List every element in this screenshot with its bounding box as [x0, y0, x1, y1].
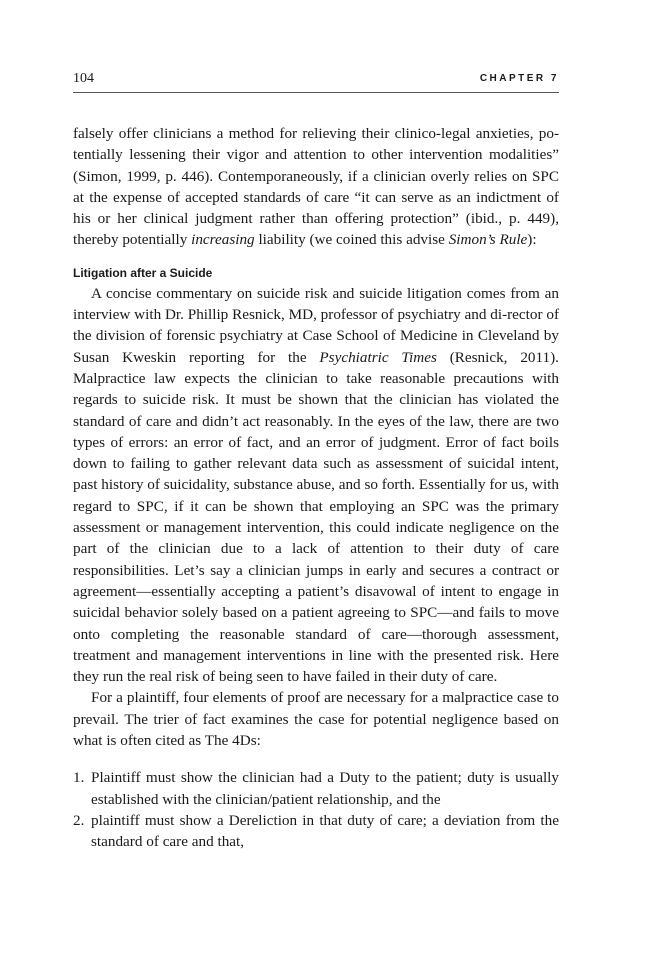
list-item [73, 767, 559, 810]
paragraph-3: For a plaintiff, four elements of proof are necessary for a malpractice case to prevail. The trier of fact examines the case for potential negligence based on what is often cited as The 4Ds: [73, 689, 559, 750]
section-heading: Litigation after a Suicide [73, 265, 213, 280]
list-text: Plaintiff must show the clinician had a Duty to the patient; duty is usually established with the clinician/patient relationship, and the [91, 769, 559, 808]
list-number: 1. [73, 769, 85, 787]
running-head: CHAPTER 7 [479, 73, 559, 84]
body-text [73, 123, 559, 853]
paragraph-1: falsely offer clinicians a method for relieving their clinico-legal anxieties, po-tentially lessening their vigor and attention to other intervention modalities” (Simon, 1999, p. 446). Contemporaneously, if a clinician overly relies on SPC at the expense of accepted standards of care “it can serve as an indictment of his or her clinical judgment rather than offering protection” (ibid., p. 449), thereby potentially increasing liability (we coined this advise Simon’s Rule): [73, 125, 559, 249]
list-number: 2. [73, 811, 85, 829]
emphasis-increasing: increasing [191, 231, 255, 249]
emphasis-simons-rule: Simon’s Rule [448, 231, 528, 249]
paragraph-2: A concise commentary on suicide risk and suicide litigation comes from an interview with Dr. Phillip Resnick, MD, professor of psychiatry and di-rector of the division of forensic psychiatry at Case School of Medicine in Cleveland by Susan Kweskin reporting for the Psychiatric Times (Resnick, 2011). Malpractice law expects the clinician to take reasonable precautions with regards to suicide risk. It must be shown that the clinician has violated the standard of care and didn’t act reasonably. In the eyes of the law, there are two types of errors: an error of fact, and an error of judgment. Error of fact boils down to failing to gather relevant data such as assessment of suicidal intent, past history of suicidality, substance abuse, and so forth. Essentially for us, with regard to SPC, if it can be shown that employing an SPC was the primary assessment or management intervention, this could indicate negligence on the part of the clinician due to a lack of attention to their duty of care responsibilities. Let’s say a clinician jumps in early and secures a contract or agreement—essentially accepting a patient’s disavowal of intent to engage in suicidal behavior solely based on a patient agreeing to SPC—and fails to move onto completing the reasonable standard of care—thorough assessment, treatment and management interventions in line with the presented risk. Here they run the real risk of being seen to have failed in their duty of care. [73, 284, 559, 686]
list-item [73, 810, 559, 853]
header-rule [73, 92, 559, 93]
list-text: plaintiff must show a Dereliction in that duty of care; a deviation from the standard of care and that, [91, 811, 559, 851]
four-ds-list [73, 767, 559, 852]
page-header [73, 69, 559, 89]
page-number: 104 [73, 71, 94, 86]
emphasis-psychiatric-times: Psychiatric Times [319, 348, 437, 366]
